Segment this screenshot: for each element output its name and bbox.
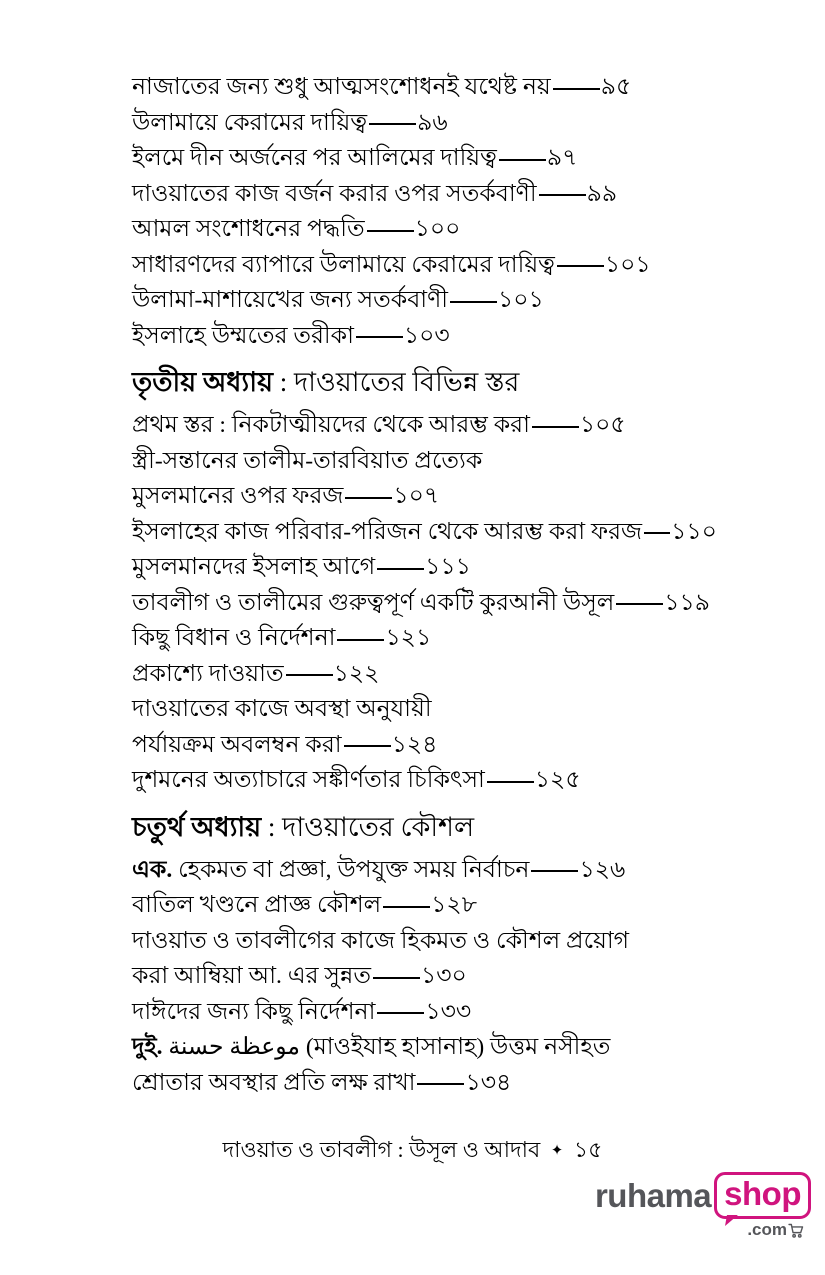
dash-leader-line [553,88,600,90]
toc-item-page-number: ১১১ [425,554,471,580]
toc-item-title: দাওয়াতের কাজ বর্জন করার ওপর সতর্কবাণী [132,180,537,207]
toc-item-page-number: ১০৫ [579,412,626,438]
page-footer [0,1133,825,1170]
toc-item [132,586,792,622]
toc-item-page-number: ১২৮ [431,892,477,918]
toc-item-page-number: ১২২ [333,660,380,687]
toc-item [132,621,792,657]
toc-item [132,995,792,1031]
toc-item-title: নাজাতের জন্য শুধু আত্মসংশোধনই যথেষ্ট নয় [132,74,551,100]
toc-item-page-number: ১০৭ [393,483,440,509]
logo-shop-text: shop [724,1175,801,1212]
toc-item-title: কিছু বিধান ও নির্দেশনা [132,625,336,651]
toc-item [132,479,792,515]
toc-item-title: সাধারণদের ব্যাপারে উলামায়ে কেরামের দায়িত্ব [132,251,555,278]
footer-page-number: ১৫ [573,1137,603,1162]
toc-item-title: স্ত্রী-সন্তানের তালীম-তারবিয়াত প্রত্যেক [132,447,483,474]
dash-leader-line [450,301,497,303]
toc-item-lead: এক. [132,856,173,883]
toc-item-title: পর্যায়ক্রম অবলম্বন করা [132,731,342,758]
toc-item-page-number: ১০১ [604,251,651,278]
toc-item-page-number: ১১০ [671,518,717,545]
dash-leader-line [373,977,420,979]
toc-item [132,212,792,248]
toc-item [132,692,792,728]
dash-leader-line [356,336,403,338]
logo-com-text: .com [747,1220,787,1239]
logo-domain-row [595,1220,811,1240]
toc-item [132,141,792,177]
dash-leader-line [369,123,416,125]
table-of-contents [132,70,792,1101]
dash-leader-line [531,870,578,872]
logo-shop-bubble [714,1172,811,1219]
toc-item-title: বাতিল খণ্ডনে প্রাজ্ঞ কৌশল [132,892,382,918]
toc-item [132,283,792,319]
logo-bubble-tail-icon [725,1215,738,1226]
toc-item [132,763,792,799]
toc-item-title: হেকমত বা প্রজ্ঞা, উপযুক্ত সময় নির্বাচন [172,856,530,883]
toc-item-page-number: ১২৪ [391,731,438,758]
toc-item [132,1030,792,1066]
logo-wordmark [595,1172,811,1219]
chapter-heading-rest: : দাওয়াতের বিভিন্ন স্তর [272,367,520,397]
toc-item [132,657,792,693]
dash-leader-line [383,906,430,908]
dash-leader-line [345,497,392,499]
toc-item-title: দাওয়াতের কাজে অবস্থা অনুযায়ী [132,696,432,722]
toc-item-page-number: ৯৯ [586,180,618,207]
chapter-heading-bold: চতুর্থ অধ্যায় [132,811,262,842]
toc-item-title: তাবলীগ ও তালীমের গুরুত্বপূর্ণ একটি কুরআনী উসূল [132,589,615,616]
dash-leader-line [337,639,384,641]
toc-item-title: উলামায়ে কেরামের দায়িত্ব [132,109,368,136]
toc-item [132,515,792,551]
toc-item-title: মুসলমানের ওপর ফরজ [132,483,344,509]
toc-item [132,924,792,960]
toc-item-title: موعظة حسنة (মাওইযাহ হাসানাহ) উত্তম নসীহত [162,1034,611,1060]
toc-item [132,959,792,995]
toc-item-page-number: ১২১ [385,625,432,651]
logo-ruhama-text: ruhama [594,1176,712,1214]
toc-item-title: দাঈদের জন্য কিছু নির্দেশনা [132,998,376,1025]
dash-leader-line [539,194,586,196]
dash-leader-line [417,1083,464,1085]
shopping-cart-icon [788,1222,805,1239]
toc-item-title: উলামা-মাশায়েখের জন্য সতর্কবাণী [132,287,449,313]
dash-leader-line [344,745,391,747]
toc-item [132,444,792,480]
toc-item-title: ইলমে দীন অর্জনের পর আলিমের দায়িত্ব [132,145,497,171]
toc-item [132,106,792,142]
toc-item-title: প্রথম স্তর : নিকটাত্মীয়দের থেকে আরম্ভ করা [132,412,530,438]
toc-item-page-number: ৯৭ [546,145,578,171]
footer-book-title: দাওয়াত ও তাবলীগ : উসূল ও আদাব [222,1137,541,1162]
toc-item-page-number: ১০১ [498,287,544,313]
toc-item-page-number: ১২৬ [579,856,626,883]
chapter-heading-bold: তৃতীয় অধ্যায় [132,367,273,397]
toc-item [132,408,792,444]
toc-item-page-number: ৯৬ [417,109,448,136]
dash-leader-line [367,230,414,232]
chapter-heading-rest: : দাওয়াতের কৌশল [261,811,475,842]
toc-item-page-number: ১৩৪ [465,1069,512,1096]
dash-leader-line [532,426,579,428]
toc-item [132,1066,792,1102]
toc-item [132,728,792,764]
toc-item [132,70,792,106]
toc-item-title: ইসলাহে উম্মতের তরীকা [132,322,354,349]
toc-item-title: দুশমনের অত্যাচারে সঙ্কীর্ণতার চিকিৎসা [132,767,485,793]
toc-item [132,853,792,889]
dash-leader-line [644,532,670,534]
toc-item-title: শ্রোতার অবস্থার প্রতি লক্ষ রাখা [132,1069,416,1096]
toc-item-title: মুসলমানদের ইসলাহ আগে [132,554,376,580]
dash-leader-line [616,603,663,605]
toc-item-page-number: ১০০ [414,216,461,242]
dash-leader-line [499,159,546,161]
diamond-separator-icon: ✦ [550,1143,564,1159]
toc-item [132,319,792,355]
toc-item-title: আমল সংশোধনের পদ্ধতি [132,216,365,242]
dash-leader-line [377,1012,424,1014]
toc-item [132,888,792,924]
dash-leader-line [377,568,424,570]
dash-leader-line [557,265,604,267]
toc-item-page-number: ১৩০ [420,963,467,989]
toc-item-page-number: ৯৫ [600,74,632,100]
toc-item-page-number: ১০৩ [403,322,450,349]
toc-item-title: ইসলাহের কাজ পরিবার-পরিজন থেকে আরম্ভ করা ফরজ [132,518,643,545]
toc-item-page-number: ১২৫ [534,767,581,793]
toc-chapter-heading [132,364,792,400]
toc-item [132,550,792,586]
dash-leader-line [286,674,333,676]
dash-leader-line [487,781,534,783]
toc-item [132,177,792,213]
toc-item-title: দাওয়াত ও তাবলীগের কাজে হিকমত ও কৌশল প্রয়োগ [132,927,630,954]
toc-chapter-heading [132,809,792,845]
toc-item-page-number: ১৩৩ [425,998,472,1025]
toc-item-title: করা আম্বিয়া আ. এর সুন্নত [132,963,371,989]
toc-item-lead: দুই. [132,1034,163,1060]
toc-item [132,248,792,284]
toc-item-title: প্রকাশ্যে দাওয়াত [132,660,284,687]
ruhamashop-logo [595,1172,811,1240]
toc-item-page-number: ১১৯ [664,589,711,616]
